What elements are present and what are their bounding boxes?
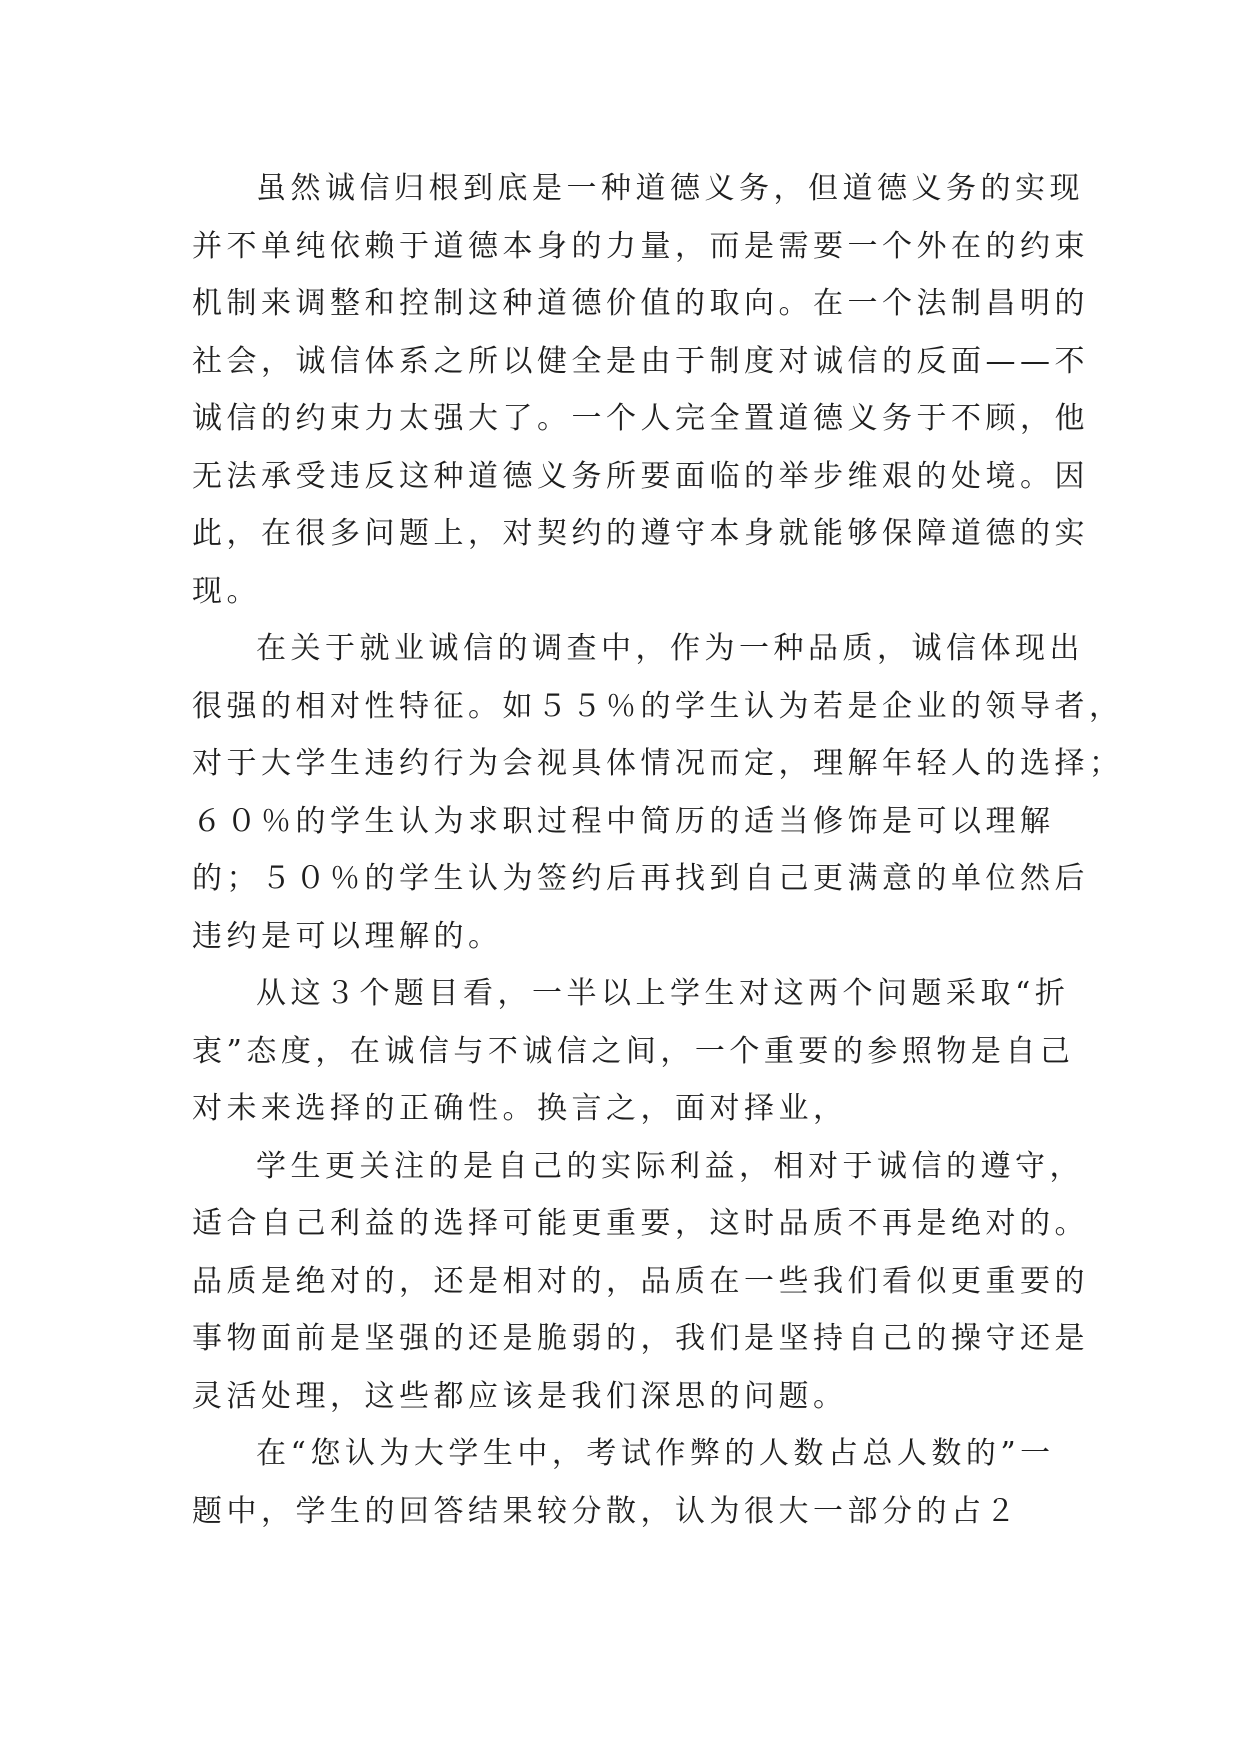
- text-line: 的；５０％的学生认为签约后再找到自己更满意的单位然后: [192, 861, 1089, 896]
- text-line: 很强的相对性特征。如５５％的学生认为若是企业的领导者，: [192, 688, 1124, 724]
- text-line: 无法承受违反这种道德义务所要面临的举步维艰的处境。因: [192, 458, 1089, 494]
- text-line: 违约是可以理解的。: [192, 918, 503, 954]
- text-line: 题中，学生的回答结果较分散，认为很大一部分的占２: [192, 1493, 1020, 1529]
- text-line: 对于大学生违约行为会视具体情况而定，理解年轻人的选择；: [192, 746, 1124, 781]
- paragraph-5: [192, 1425, 1055, 1540]
- text-line: 并不单纯依赖于道德本身的力量，而是需要一个外在的约束: [192, 228, 1089, 264]
- text-line: 衷”态度，在诚信与不诚信之间，一个重要的参照物是自己: [192, 1033, 1075, 1069]
- text-line: 灵活处理，这些都应该是我们深思的问题。: [192, 1378, 848, 1414]
- text-line: 此，在很多问题上，对契约的遵守本身就能够保障道德的实: [192, 516, 1089, 551]
- text-line: 适合自己利益的选择可能更重要，这时品质不再是绝对的。: [192, 1206, 1089, 1241]
- text-line: 对未来选择的正确性。换言之，面对择业，: [192, 1091, 848, 1126]
- text-line: 机制来调整和控制这种道德价值的取向。在一个法制昌明的: [192, 286, 1089, 321]
- text-line: ６０％的学生认为求职过程中简历的适当修饰是可以理解: [192, 803, 1055, 839]
- text-line: 品质是绝对的，还是相对的，品质在一些我们看似更重要的: [192, 1263, 1089, 1299]
- paragraph-2: [192, 620, 1124, 965]
- text-line: 社会，诚信体系之所以健全是由于制度对诚信的反面——不: [192, 343, 1089, 379]
- text-line: 事物面前是坚强的还是脆弱的，我们是坚持自己的操守还是: [192, 1321, 1089, 1356]
- text-line: 现。: [192, 573, 261, 609]
- text-line: 在“您认为大学生中，考试作弊的人数占总人数的”一: [256, 1436, 1055, 1471]
- text-line: 从这３个题目看，一半以上学生对这两个问题采取“折: [256, 976, 1070, 1011]
- text-line: 学生更关注的是自己的实际利益，相对于诚信的遵守，: [256, 1148, 1084, 1184]
- paragraph-1: [192, 160, 1089, 620]
- text-line: 诚信的约束力太强大了。一个人完全置道德义务于不顾，他: [192, 401, 1089, 436]
- paragraph-3: [192, 965, 1075, 1138]
- text-line: 在关于就业诚信的调查中，作为一种品质，诚信体现出: [256, 631, 1084, 666]
- paragraph-4: [192, 1138, 1089, 1426]
- document-body: [192, 160, 1124, 1540]
- text-line: 虽然诚信归根到底是一种道德义务，但道德义务的实现: [256, 171, 1084, 206]
